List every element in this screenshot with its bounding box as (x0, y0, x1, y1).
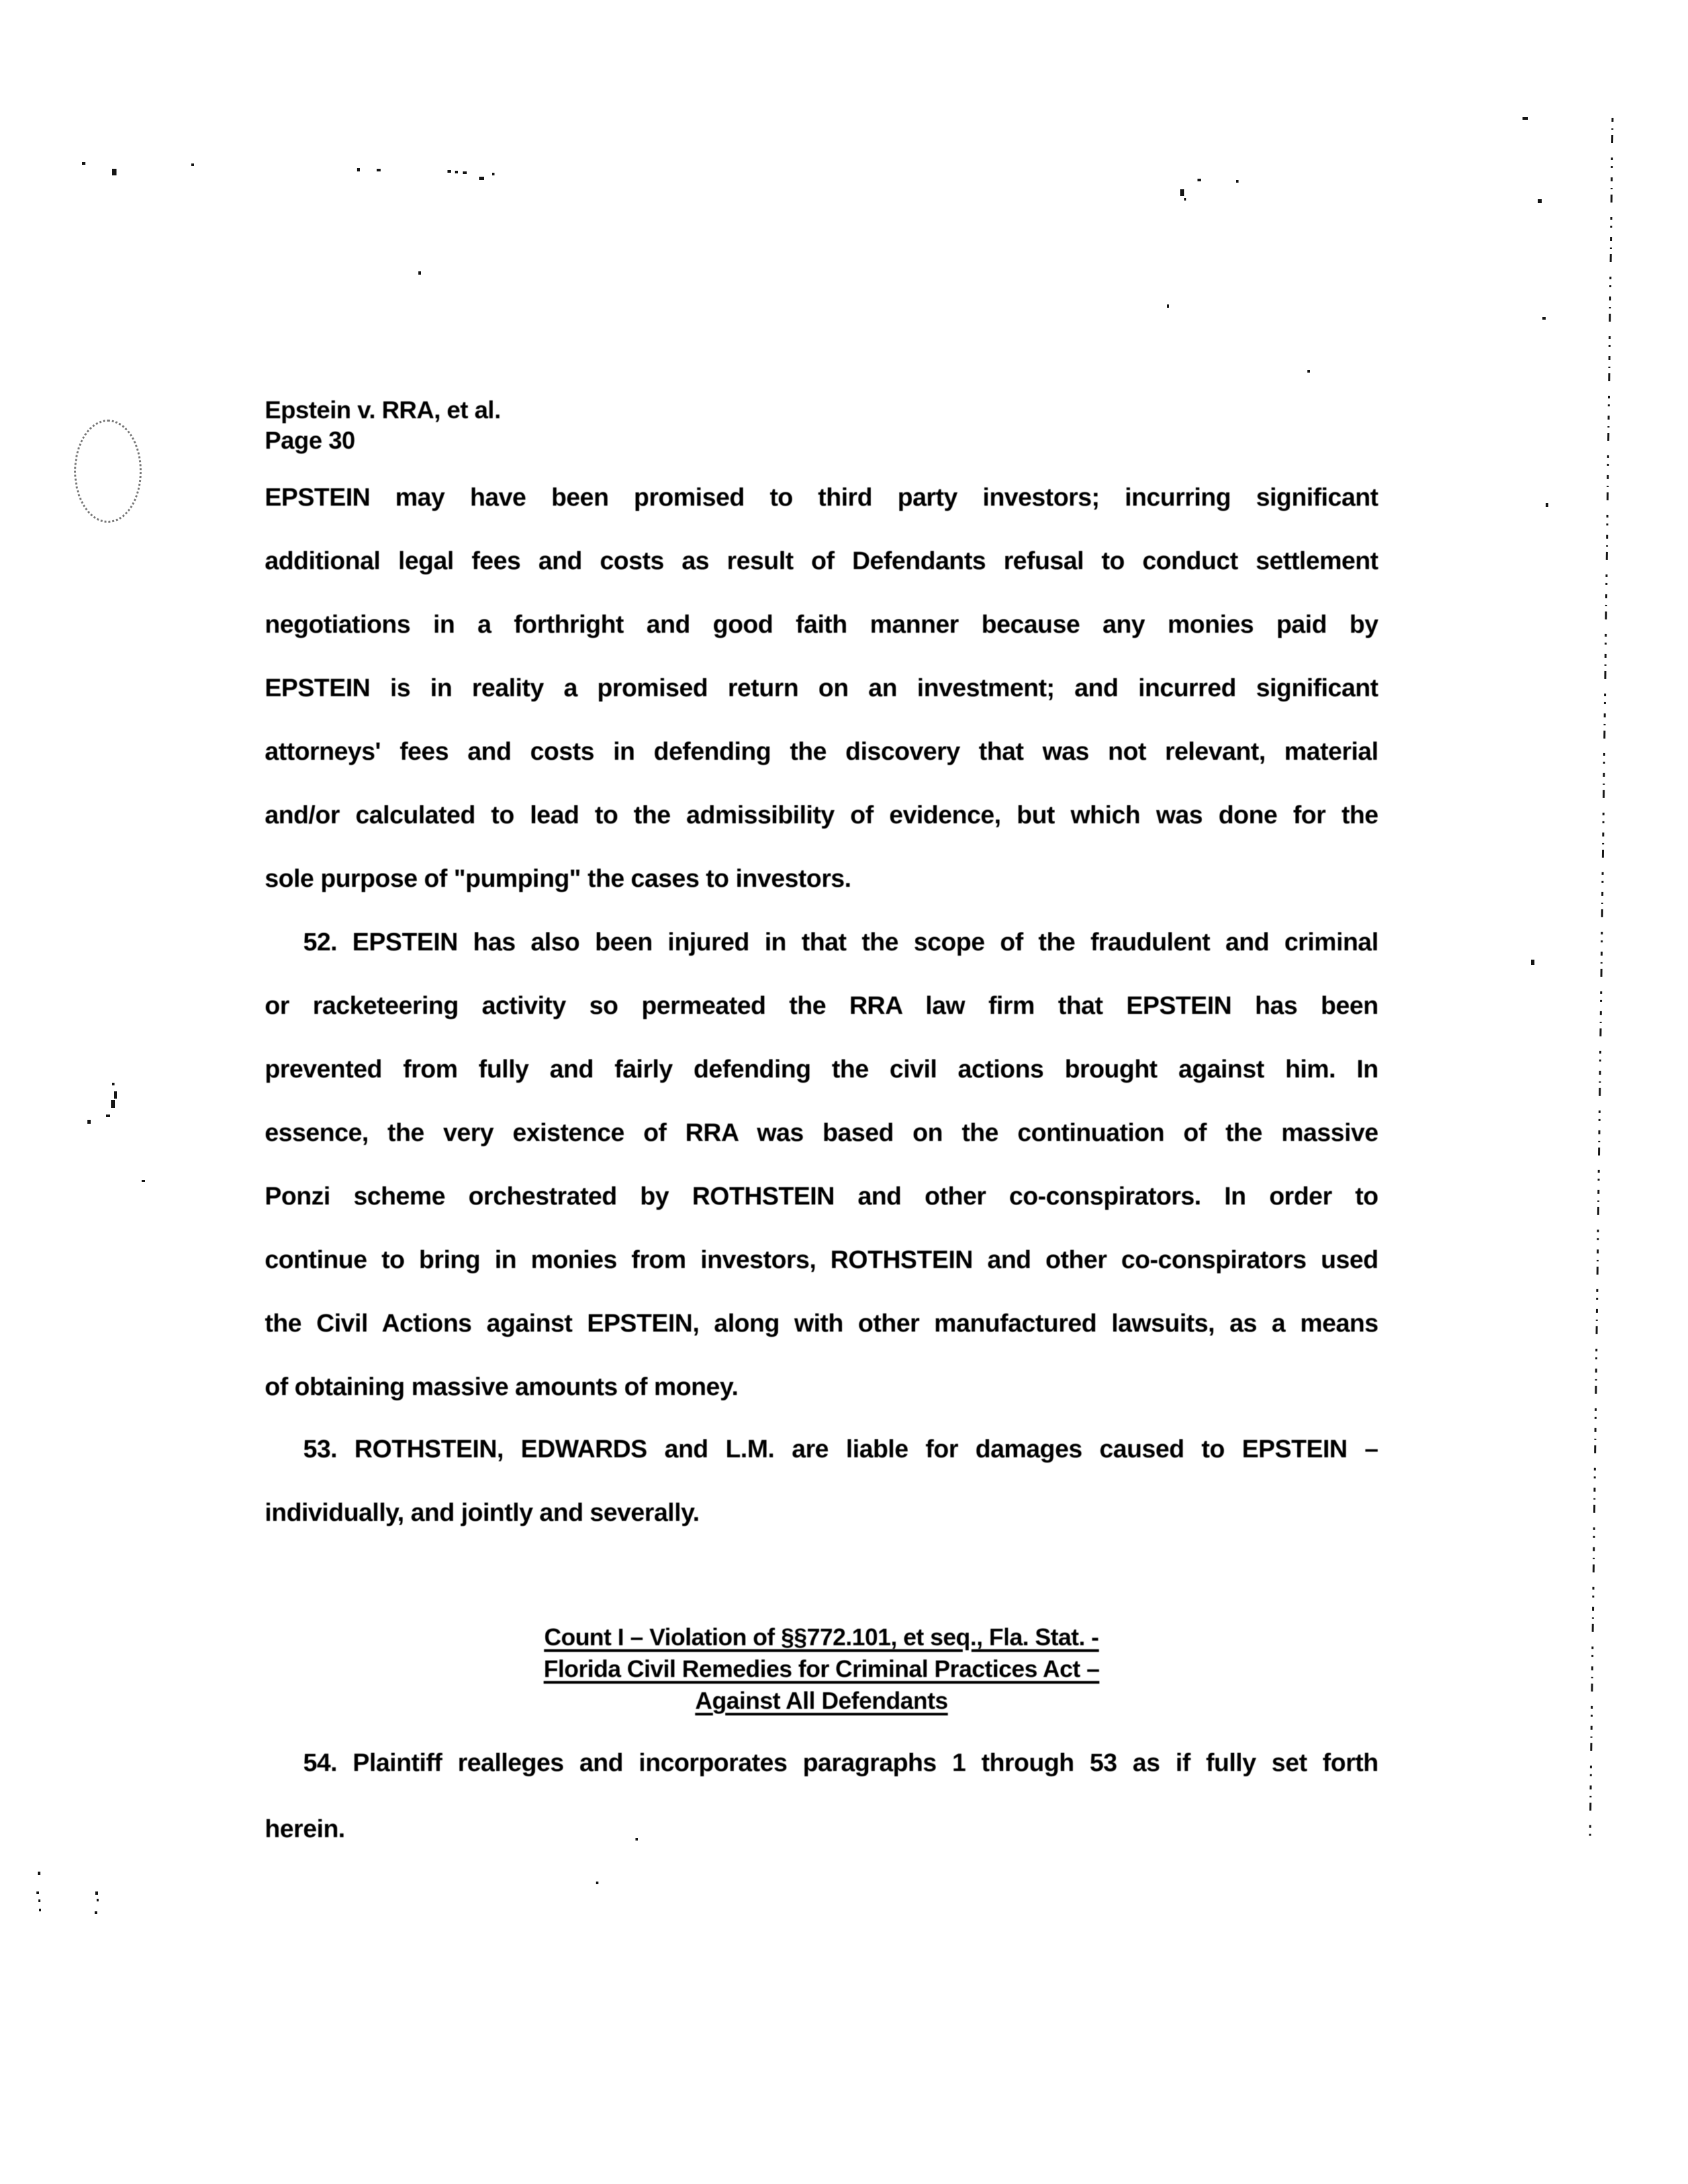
text-line: EPSTEIN is in reality a promised return on an investment; and incurred significant (265, 674, 1378, 702)
text-line: additional legal fees and costs as result of Defendants refusal to conduct settlement (265, 547, 1378, 575)
text-line: prevented from fully and fairly defending the civil actions brought against him. In (265, 1056, 1378, 1083)
text-line: or racketeering activity so permeated the RRA law firm that EPSTEIN has been (265, 992, 1378, 1020)
heading-line: Count I – Violation of §§772.101, et seq., Fla. Stat. - (543, 1623, 1100, 1651)
text-line: individually, and jointly and severally. (265, 1499, 700, 1527)
heading-line: Florida Civil Remedies for Criminal Practices Act – (543, 1655, 1100, 1682)
paragraph-52 (265, 911, 1378, 1419)
paragraph-50-continuation (265, 466, 1378, 911)
text-line: attorneys' fees and costs in defending the discovery that was not relevant, material (265, 738, 1378, 766)
text-line: EPSTEIN may have been promised to third party investors; incurring significant (265, 484, 1378, 512)
paragraph-54 (265, 1730, 1378, 1862)
paragraph-53 (265, 1418, 1378, 1545)
page-number-label: Page 30 (265, 427, 355, 454)
text-line: sole purpose of "pumping" the cases to investors. (265, 865, 851, 893)
text-line: herein. (265, 1815, 346, 1843)
text-line: negotiations in a forthright and good faith manner because any monies paid by (265, 611, 1378, 639)
page-header (265, 395, 1378, 456)
count-one-heading (265, 1621, 1378, 1717)
text-line: essence, the very existence of RRA was based on the continuation of the massive (265, 1119, 1378, 1147)
text-line: 52. EPSTEIN has also been injured in that the scope of the fraudulent and criminal (303, 929, 1378, 956)
text-line: Ponzi scheme orchestrated by ROTHSTEIN and other co-conspirators. In order to (265, 1183, 1378, 1210)
heading-line: Against All Defendants (695, 1687, 948, 1714)
text-line: of obtaining massive amounts of money. (265, 1373, 739, 1401)
text-line: 54. Plaintiff realleges and incorporates paragraphs 1 through 53 as if fully set forth (303, 1749, 1378, 1777)
text-line: and/or calculated to lead to the admissibility of evidence, but which was done for the (265, 801, 1378, 829)
text-line: 53. ROTHSTEIN, EDWARDS and L.M. are liable for damages caused to EPSTEIN – (303, 1435, 1378, 1463)
text-line: continue to bring in monies from investors, ROTHSTEIN and other co-conspirators used (265, 1246, 1378, 1274)
text-line: the Civil Actions against EPSTEIN, along with other manufactured lawsuits, as a means (265, 1310, 1378, 1338)
case-caption: Epstein v. RRA, et al. (265, 396, 501, 424)
